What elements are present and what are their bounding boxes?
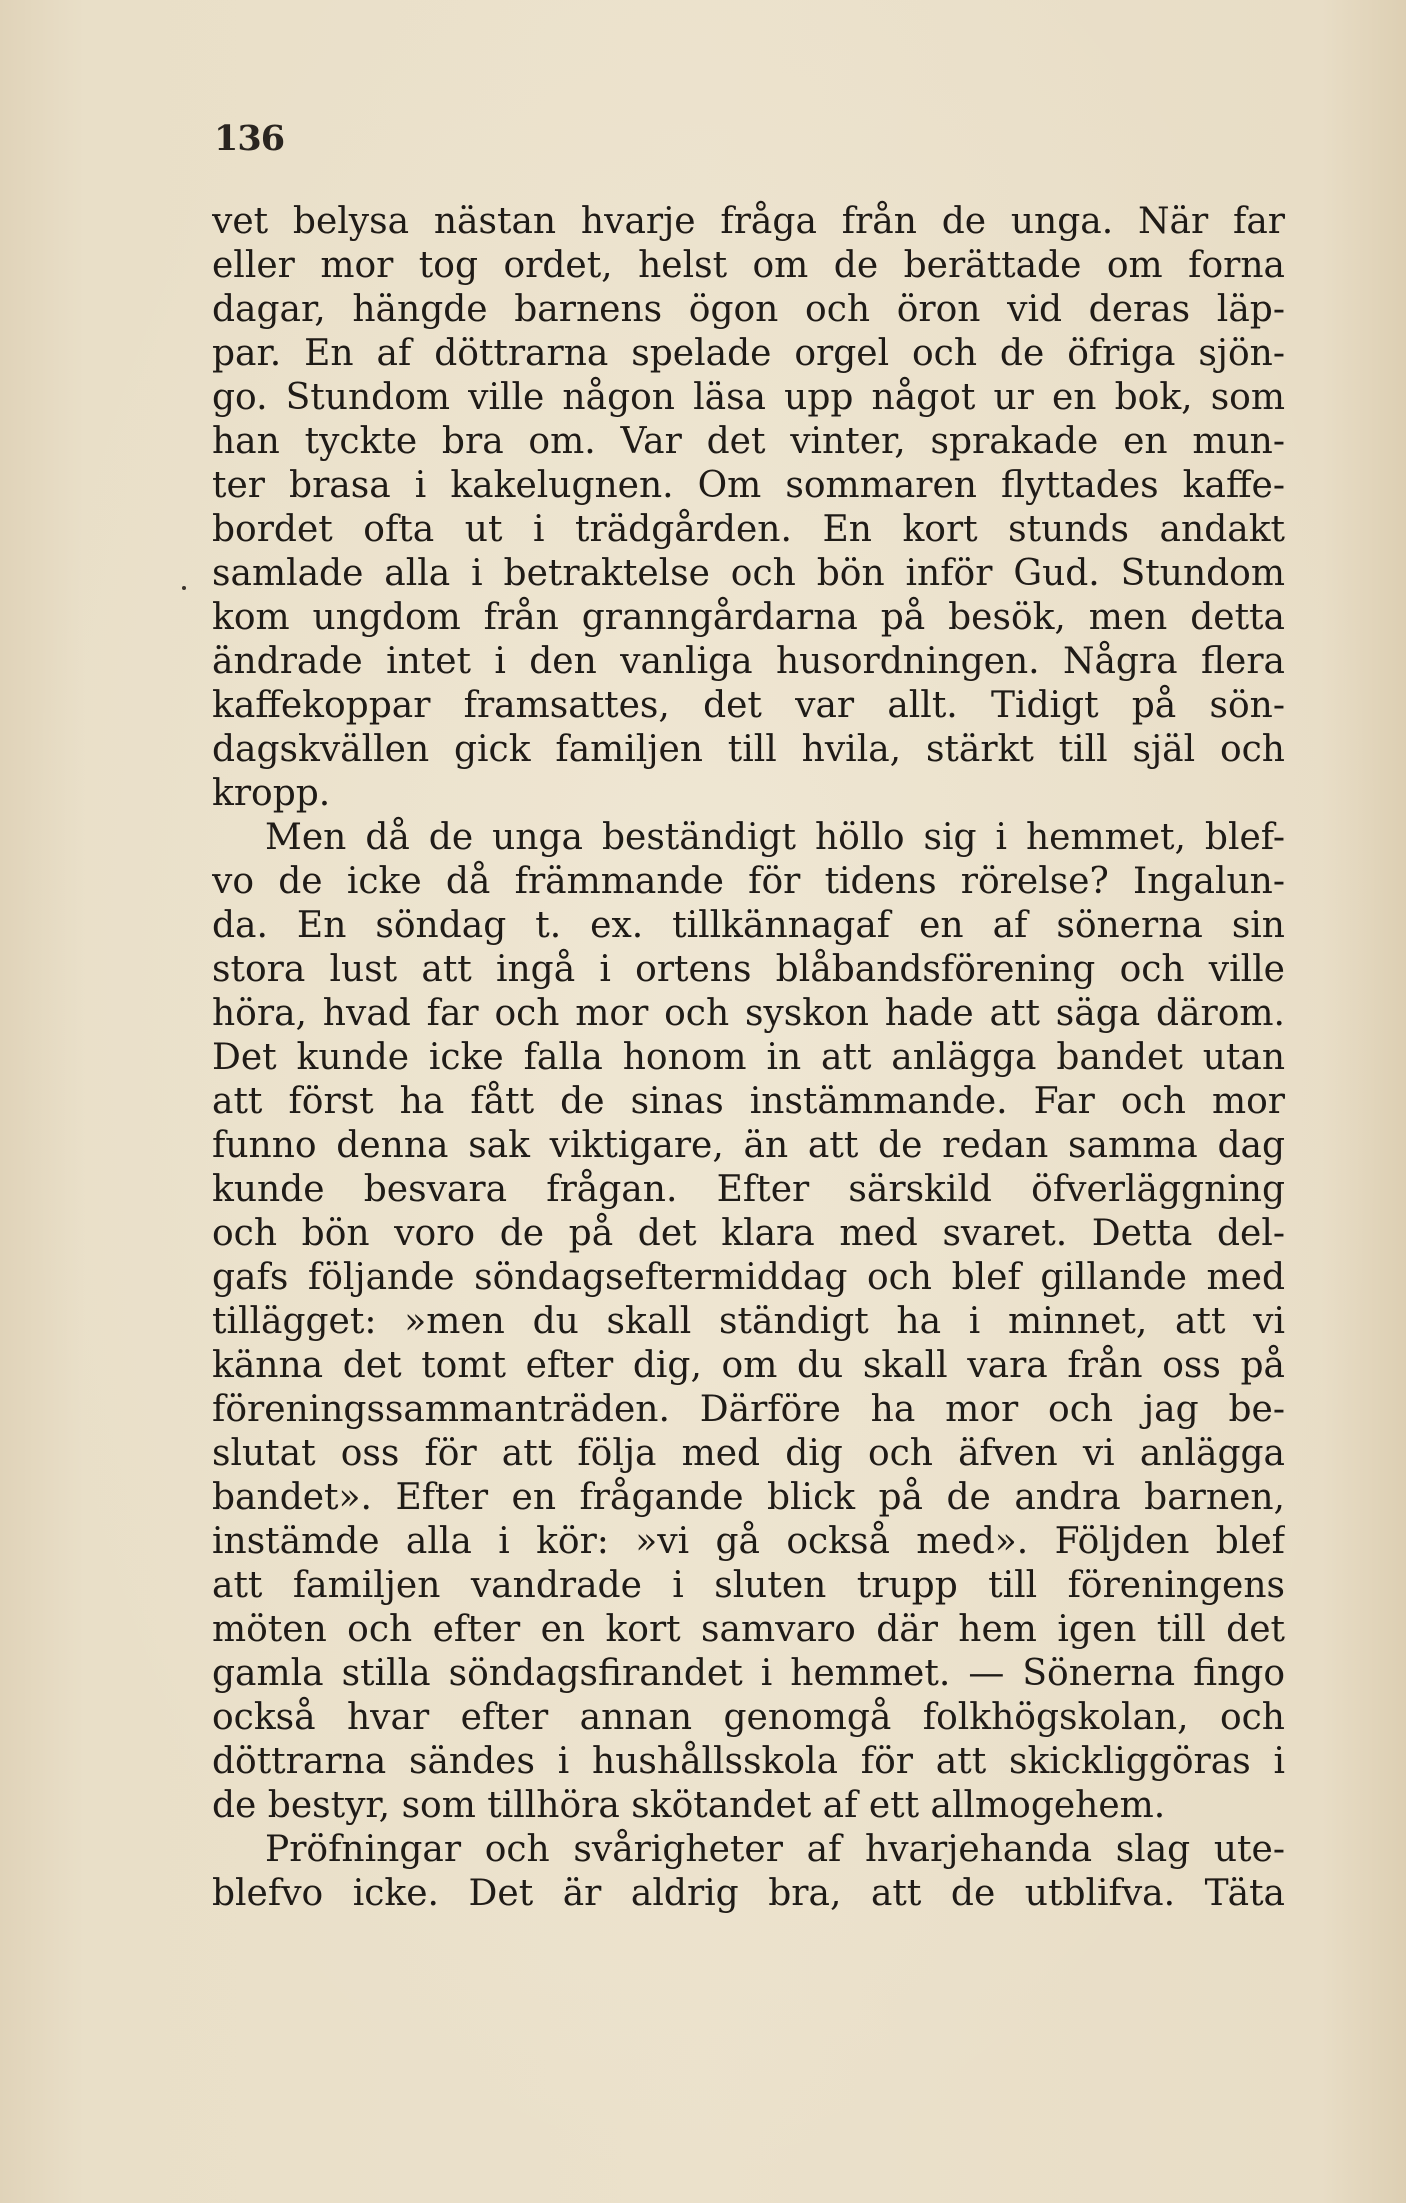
- text-line: go. Stundom ville någon läsa upp något ur en bok, som: [212, 377, 1285, 418]
- text-line: Men då de unga beständigt höllo sig i hemmet, blef-: [265, 817, 1285, 858]
- text-line: Pröfningar och svårigheter af hvarjehanda slag ute-: [265, 1829, 1285, 1870]
- text-line: ter brasa i kakelugnen. Om sommaren flyttades kaffe-: [212, 465, 1285, 506]
- text-line: kropp.: [212, 773, 331, 814]
- text-line: möten och efter en kort samvaro där hem igen till det: [212, 1609, 1285, 1650]
- paragraph: [212, 816, 1285, 1828]
- text-line: höra, hvad far och mor och syskon hade att säga därom.: [212, 993, 1285, 1034]
- text-line: instämde alla i kör: »vi gå också med». Följden blef: [212, 1521, 1285, 1562]
- text-line: vo de icke då främmande för tidens rörelse? Ingalun-: [212, 861, 1285, 902]
- text-line: samlade alla i betraktelse och bön inför Gud. Stundom: [212, 553, 1285, 594]
- text-line: och bön voro de på det klara med svaret. Detta del-: [212, 1213, 1285, 1254]
- text-line: känna det tomt efter dig, om du skall vara från oss på: [212, 1345, 1285, 1386]
- text-line: funno denna sak viktigare, än att de redan samma dag: [212, 1125, 1285, 1166]
- text-line: bordet ofta ut i trädgården. En kort stunds andakt: [212, 509, 1285, 550]
- text-line: gamla stilla söndagsfirandet i hemmet. — Sönerna fingo: [212, 1653, 1285, 1694]
- text-line: vet belysa nästan hvarje fråga från de unga. När far: [212, 201, 1285, 242]
- text-line: han tyckte bra om. Var det vinter, sprakade en mun-: [212, 421, 1285, 462]
- text-line: döttrarna sändes i hushållsskola för att skickliggöras i: [212, 1741, 1285, 1782]
- text-line: eller mor tog ordet, helst om de berättade om forna: [212, 245, 1285, 286]
- text-line: blefvo icke. Det är aldrig bra, att de utblifva. Täta: [212, 1873, 1285, 1914]
- paragraph: [212, 200, 1285, 816]
- margin-mark: [182, 586, 186, 590]
- text-line: kom ungdom från granngårdarna på besök, men detta: [212, 597, 1285, 638]
- text-line: bandet». Efter en frågande blick på de andra barnen,: [212, 1477, 1285, 1518]
- text-line: par. En af döttrarna spelade orgel och de öfriga sjön-: [212, 333, 1285, 374]
- text-line: föreningssammanträden. Därföre ha mor och jag be-: [212, 1389, 1285, 1430]
- text-line: de bestyr, som tillhöra skötandet af ett allmogehem.: [212, 1785, 1166, 1826]
- text-line: da. En söndag t. ex. tillkännagaf en af sönerna sin: [212, 905, 1285, 946]
- text-line: stora lust att ingå i ortens blåbandsförening och ville: [212, 949, 1285, 990]
- text-line: gafs följande söndagseftermiddag och blef gillande med: [212, 1257, 1285, 1298]
- text-line: kaffekoppar framsattes, det var allt. Tidigt på sön-: [212, 685, 1285, 726]
- text-line: dagar, hängde barnens ögon och öron vid deras läp-: [212, 289, 1285, 330]
- text-line: också hvar efter annan genomgå folkhögskolan, och: [212, 1697, 1285, 1738]
- text-line: ändrade intet i den vanliga husordningen. Några flera: [212, 641, 1285, 682]
- text-line: Det kunde icke falla honom in att anlägga bandet utan: [212, 1037, 1285, 1078]
- text-line: att familjen vandrade i sluten trupp till föreningens: [212, 1565, 1285, 1606]
- text-line: tillägget: »men du skall ständigt ha i minnet, att vi: [212, 1301, 1285, 1342]
- paragraph: [212, 1828, 1285, 1916]
- body-text: [212, 200, 1285, 1916]
- text-line: kunde besvara frågan. Efter särskild öfverläggning: [212, 1169, 1285, 1210]
- text-line: slutat oss för att följa med dig och äfven vi anlägga: [212, 1433, 1285, 1474]
- text-line: dagskvällen gick familjen till hvila, stärkt till själ och: [212, 729, 1285, 770]
- text-line: att först ha fått de sinas instämmande. Far och mor: [212, 1081, 1285, 1122]
- page-number: 136: [214, 118, 285, 159]
